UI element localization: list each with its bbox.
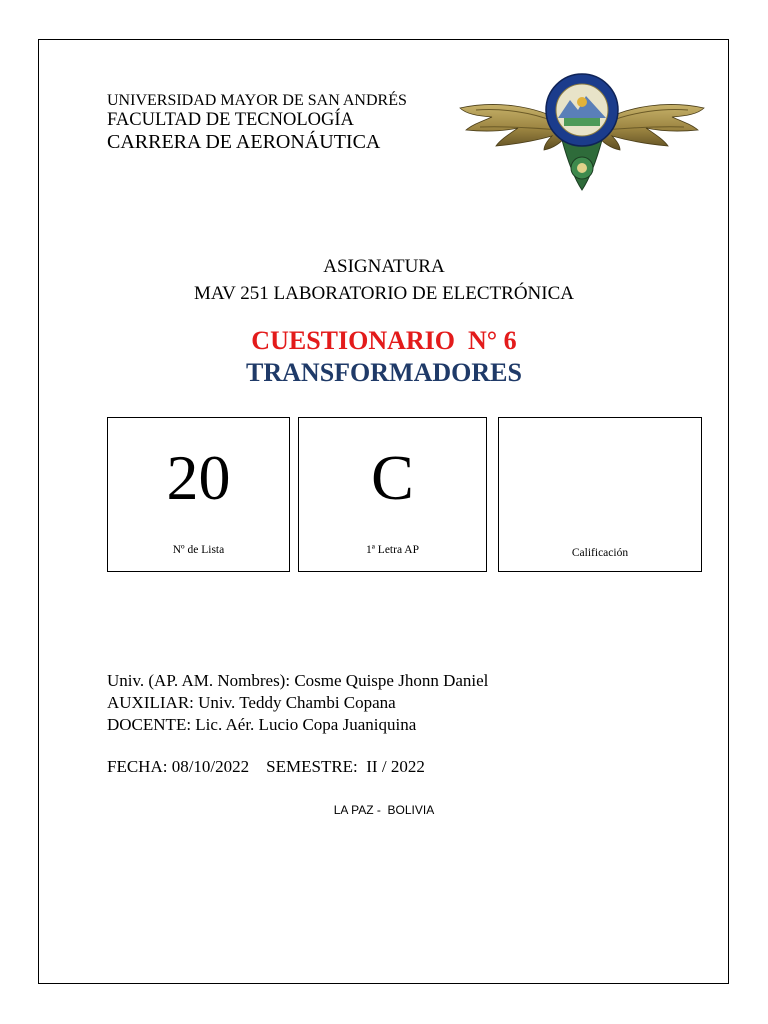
quiz-title: CUESTIONARIO N° 6	[251, 326, 517, 355]
grade-box[interactable]	[498, 417, 702, 572]
location: LA PAZ - BOLIVIA	[333, 803, 435, 817]
list-number-caption: Nº de Lista	[172, 544, 225, 556]
grade-caption: Calificación	[571, 547, 629, 559]
student-details	[107, 670, 488, 736]
teacher-name: DOCENTE: Lic. Aér. Lucio Copa Juaniquina	[107, 715, 417, 734]
subject-name: MAV 251 LABORATORIO DE ELECTRÓNICA	[193, 283, 575, 304]
list-number-value: 20	[166, 442, 231, 513]
faculty-name: FACULTAD DE TECNOLOGÍA	[107, 109, 354, 130]
subject-label: ASIGNATURA	[323, 256, 445, 277]
career-name: CARRERA DE AERONÁUTICA	[107, 131, 381, 154]
lower-badge	[562, 140, 602, 190]
winged-university-seal-icon	[456, 70, 708, 194]
university-name: UNIVERSIDAD MAYOR DE SAN ANDRÉS	[107, 92, 407, 109]
first-letter-caption: 1ª Letra AP	[366, 544, 419, 556]
first-letter-box	[298, 417, 487, 572]
assistant-name: AUXILIAR: Univ. Teddy Chambi Copana	[107, 693, 396, 712]
date-semester: FECHA: 08/10/2022 SEMESTRE: II / 2022	[107, 757, 425, 776]
list-number-box	[107, 417, 290, 572]
first-letter-value: C	[371, 442, 414, 513]
quiz-topic: TRANSFORMADORES	[246, 358, 522, 387]
university-seal	[546, 74, 618, 146]
university-header	[107, 93, 457, 153]
student-name: Univ. (AP. AM. Nombres): Cosme Quispe Jhonn Daniel	[107, 671, 489, 690]
